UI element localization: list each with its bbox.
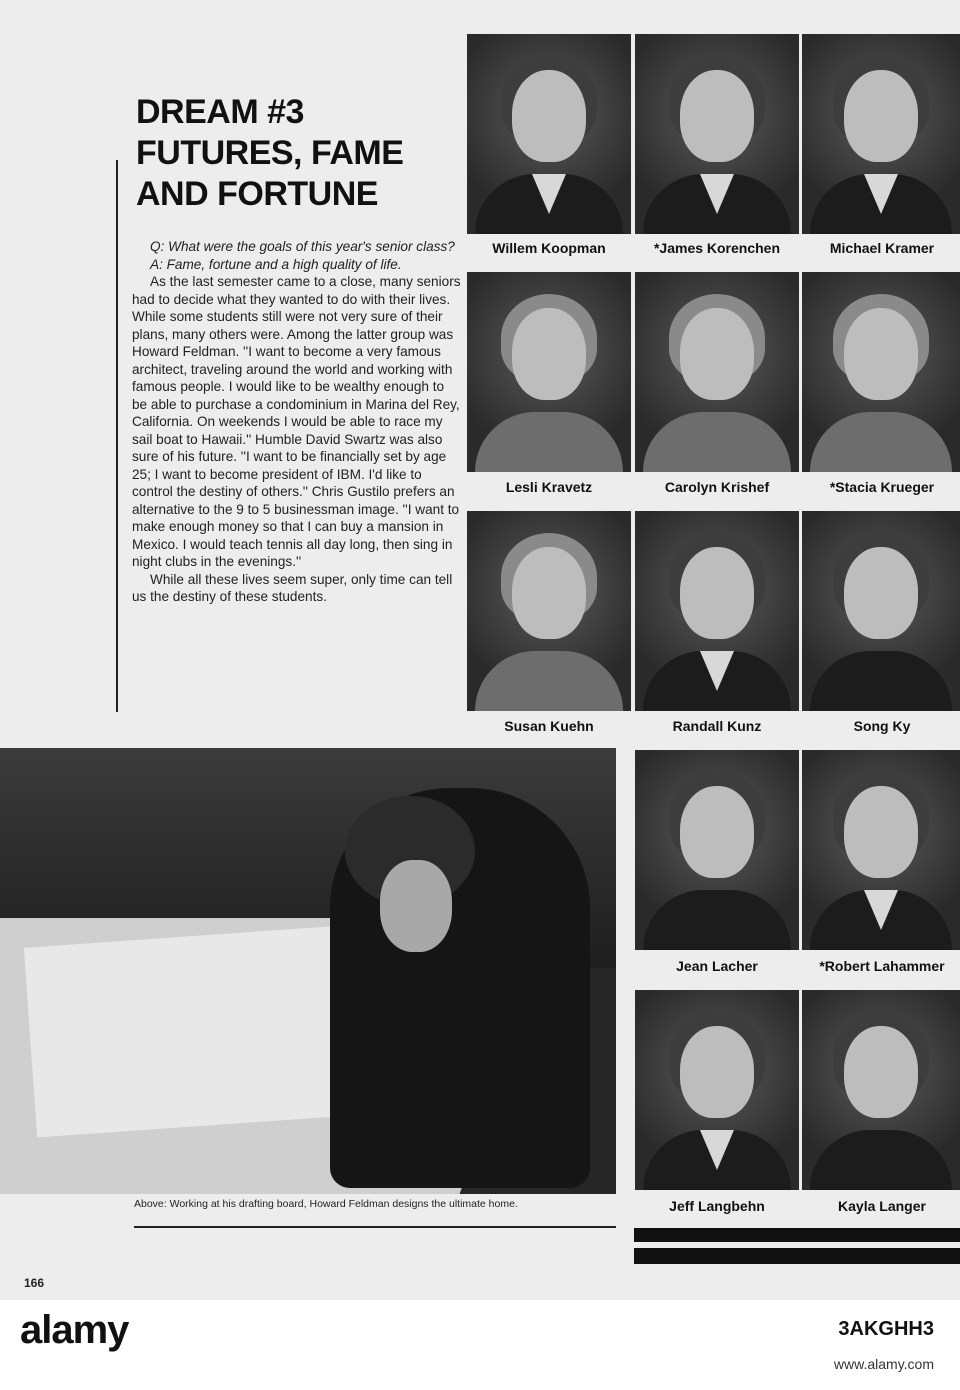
portrait-photo xyxy=(467,34,631,234)
portrait-photo xyxy=(802,511,960,711)
portrait-photo xyxy=(467,272,631,472)
decorative-bar xyxy=(634,1228,960,1242)
portrait-name: Michael Kramer xyxy=(829,240,935,256)
portrait-name: Jean Lacher xyxy=(676,958,758,974)
caption-rule xyxy=(134,1226,616,1228)
portrait-photo xyxy=(802,750,960,950)
article-paragraph: As the last semester came to a close, many seniors had to decide what they wanted to do with their lives. While some students still were not very sure of their plans, many others were. Among the latter group was Howard Feldman. ''I want to become a very famous architect, traveling around the world and working with famous people. I would like to be wealthy enough to be able to purchase a condominium in Marina del Rey, California. On weekends I would be able to race my sail boat to Hawaii.'' Humble David Swartz was also sure of his future. ''I want to be financially set by age 25; I want to become president of IBM. I'd like to control the destiny of others.'' Chris Gustilo prefers an alternative to the 9 to 5 businessman image. ''I want to make enough money so that I can buy a mansion in Mexico. I would teach tennis all day long, then sing in night clubs in the evenings.'' xyxy=(132,274,461,569)
portrait-photo xyxy=(802,990,960,1190)
article-question: Q: What were the goals of this year's senior class? xyxy=(150,239,455,254)
portrait-name: Susan Kuehn xyxy=(504,718,594,734)
portrait-photo xyxy=(802,34,960,234)
portrait-name: Lesli Kravetz xyxy=(505,479,593,495)
portrait-name: Randall Kunz xyxy=(672,718,762,734)
photo-caption: Above: Working at his drafting board, Howard Feldman designs the ultimate home. xyxy=(134,1198,518,1210)
watermark-footer xyxy=(0,1300,960,1390)
portrait-name: *Robert Lahammer xyxy=(819,958,945,974)
portrait-photo xyxy=(635,750,799,950)
article-answer: A: Fame, fortune and a high quality of life. xyxy=(150,256,402,272)
portrait-name: Carolyn Krishef xyxy=(664,479,770,495)
article-title xyxy=(136,92,456,215)
portrait-photo xyxy=(635,990,799,1190)
portrait-photo xyxy=(635,34,799,234)
portrait-name: *Stacia Krueger xyxy=(829,479,935,495)
drafting-board-photo xyxy=(0,748,616,1194)
portrait-name: Song Ky xyxy=(853,718,911,734)
portrait-name: Willem Koopman xyxy=(492,240,606,256)
title-line-1: DREAM #3 xyxy=(136,93,304,131)
student-face xyxy=(380,860,452,952)
article-body xyxy=(132,238,462,606)
image-id: 3AKGHH3 xyxy=(838,1318,934,1340)
portrait-photo xyxy=(802,272,960,472)
title-line-2: FUTURES, FAME xyxy=(136,134,404,172)
article-vertical-rule xyxy=(116,160,118,712)
page-number: 166 xyxy=(24,1276,45,1290)
decorative-bar xyxy=(634,1248,960,1264)
portrait-photo xyxy=(635,511,799,711)
portrait-photo xyxy=(467,511,631,711)
portrait-name: Kayla Langer xyxy=(838,1198,926,1214)
watermark-site: www.alamy.com xyxy=(833,1356,934,1372)
title-line-3: AND FORTUNE xyxy=(136,175,378,213)
portrait-name: Jeff Langbehn xyxy=(669,1198,765,1214)
portrait-photo xyxy=(635,272,799,472)
portrait-name: *James Korenchen xyxy=(653,240,781,256)
watermark-logo: alamy xyxy=(20,1308,129,1352)
article-closing: While all these lives seem super, only time can tell us the destiny of these students. xyxy=(132,571,453,604)
